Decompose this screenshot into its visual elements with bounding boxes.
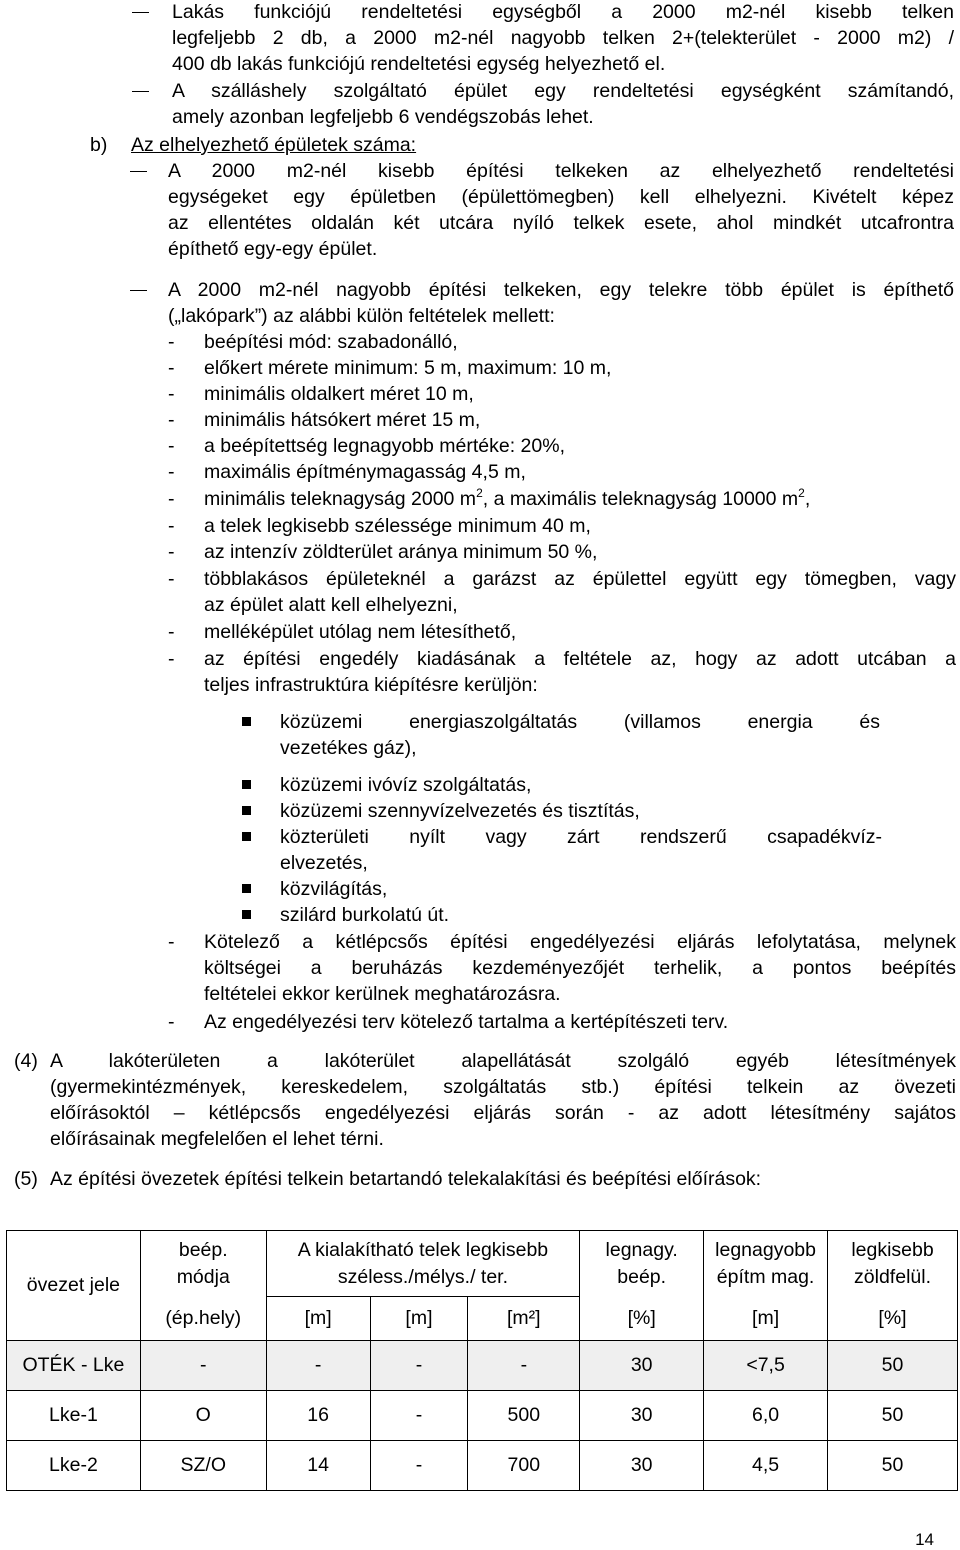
- bullet-line: az ellentétes oldalán két utcára nyíló telkek esete, ahol mindkét utcafrontra: [168, 212, 954, 234]
- infra-item: elvezetés,: [280, 852, 368, 874]
- unit-cell: [%]: [828, 1297, 958, 1341]
- table-cell: SZ/O: [140, 1441, 266, 1491]
- square-bullet: [242, 780, 251, 789]
- hyphen-marker: -: [168, 383, 175, 405]
- table-cell: 500: [468, 1391, 580, 1441]
- bullet-line: A 2000 m2-nél nagyobb építési telkeken, egy telekre több épület is építhető: [168, 279, 954, 301]
- unit-cell: [m]: [266, 1297, 370, 1341]
- table-row: [7, 1441, 958, 1491]
- condition-item: Az engedélyezési terv kötelező tartalma a kertépítészeti terv.: [204, 1011, 729, 1033]
- unit-cell: [m]: [370, 1297, 468, 1341]
- table-cell: -: [370, 1391, 468, 1441]
- condition-item: költségei a beruházás kezdeményezőjét terhelik, a pontos beépítés: [204, 957, 956, 979]
- condition-item: feltételei ekkor kerülnek meghatározásra.: [204, 983, 561, 1005]
- table-cell: OTÉK - Lke: [7, 1341, 141, 1391]
- paragraph-line: (gyermekintézmények, kereskedelem, szolgáltatás stb.) építési telkein az övezeti: [50, 1076, 956, 1098]
- hyphen-marker: -: [168, 461, 175, 483]
- square-bullet: [242, 910, 251, 919]
- square-bullet: [242, 884, 251, 893]
- section-marker: b): [90, 134, 108, 156]
- condition-item: többlakásos épületeknél a garázst az épülettel együtt egy tömegben, vagy: [204, 568, 956, 590]
- condition-item: a beépítettség legnagyobb mértéke: 20%,: [204, 435, 565, 457]
- table-cell: -: [468, 1341, 580, 1391]
- condition-item: előkert mérete minimum: 5 m, maximum: 10 m,: [204, 357, 612, 379]
- table-cell: Lke-1: [7, 1391, 141, 1441]
- paragraph-line: A lakóterületen a lakóterület alapellátását szolgáló egyéb létesítmények: [50, 1050, 956, 1072]
- table-cell: 14: [266, 1441, 370, 1491]
- square-bullet: [242, 717, 251, 726]
- table-cell: 50: [828, 1391, 958, 1441]
- table-cell: 50: [828, 1441, 958, 1491]
- infra-item: közvilágítás,: [280, 878, 388, 900]
- infra-item: közterületi nyílt vagy zárt rendszerű csapadékvíz-: [280, 826, 882, 848]
- bullet-line: A szálláshely szolgáltató épület egy rendeltetési egységként számítandó,: [172, 80, 954, 102]
- bullet-line: legfeljebb 2 db, a 2000 m2-nél nagyobb telken 2+(telekterület - 2000 m2) /: [172, 27, 954, 49]
- unit-cell: [m²]: [468, 1297, 580, 1341]
- condition-item: az épület alatt kell elhelyezni,: [204, 594, 458, 616]
- dash-bullet: [130, 171, 147, 172]
- hyphen-marker: -: [168, 931, 175, 953]
- hyphen-marker: -: [168, 568, 175, 590]
- condition-item: teljes infrastruktúra kiépítésre kerüljön:: [204, 674, 538, 696]
- condition-item: Kötelező a kétlépcsős építési engedélyezési eljárás lefolytatása, melynek: [204, 931, 956, 953]
- infra-item: szilárd burkolatú út.: [280, 904, 450, 926]
- hyphen-marker: -: [168, 409, 175, 431]
- telek-text: ,: [804, 488, 811, 510]
- bullet-line: („lakópark”) az alábbi külön feltételek mellett:: [168, 305, 555, 327]
- header-coverage: legnagy. beép.: [580, 1231, 704, 1297]
- unit-cell: (ép.hely): [140, 1297, 266, 1341]
- hyphen-marker: -: [168, 357, 175, 379]
- table-row: [7, 1341, 958, 1391]
- table-cell: O: [140, 1391, 266, 1441]
- table-cell: 50: [828, 1341, 958, 1391]
- square-bullet: [242, 832, 251, 841]
- header-mode: beép. módja: [140, 1231, 266, 1297]
- header-green: legkisebb zöldfelül.: [828, 1231, 958, 1297]
- bullet-line: Lakás funkciójú rendeltetési egységből a 2000 m2-nél kisebb telken: [172, 1, 954, 23]
- hyphen-marker: -: [168, 541, 175, 563]
- dash-bullet: [130, 290, 147, 291]
- bullet-line: egységeket egy épületben (épülettömegben) kell elhelyezni. Kivételt képez: [168, 186, 954, 208]
- condition-item: minimális hátsókert méret 15 m,: [204, 409, 481, 431]
- infra-item: közüzemi szennyvízelvezetés és tisztítás,: [280, 800, 640, 822]
- hyphen-marker: -: [168, 621, 175, 643]
- square-bullet: [242, 806, 251, 815]
- header-plot: A kialakítható telek legkisebb széless./mélys./ ter.: [266, 1231, 580, 1297]
- header-zone: övezet jele: [7, 1231, 141, 1341]
- paragraph-line: Az építési övezetek építési telkein betartandó telekalakítási és beépítési előírások:: [50, 1168, 762, 1190]
- infra-item: közüzemi ivóvíz szolgáltatás,: [280, 774, 532, 796]
- condition-item: beépítési mód: szabadonálló,: [204, 331, 458, 353]
- dash-bullet: [132, 12, 149, 13]
- hyphen-marker: -: [168, 488, 175, 510]
- infra-item: vezetékes gáz),: [280, 737, 417, 759]
- hyphen-marker: -: [168, 331, 175, 353]
- hyphen-marker: -: [168, 1011, 175, 1033]
- unit-cell: [%]: [580, 1297, 704, 1341]
- table-cell: 6,0: [704, 1391, 828, 1441]
- table-cell: 30: [580, 1441, 704, 1491]
- table-cell: -: [370, 1341, 468, 1391]
- table-cell: 4,5: [704, 1441, 828, 1491]
- hyphen-marker: -: [168, 648, 175, 670]
- bullet-line: A 2000 m2-nél kisebb építési telkeken az elhelyezhető rendeltetési: [168, 160, 954, 182]
- condition-item: melléképület utólag nem létesíthető,: [204, 621, 517, 643]
- table-row: [7, 1391, 958, 1441]
- condition-item: az építési engedély kiadásának a feltétele az, hogy az adott utcában a: [204, 648, 956, 670]
- hyphen-marker: -: [168, 515, 175, 537]
- telek-sup: 2: [798, 486, 805, 500]
- table-cell: -: [266, 1341, 370, 1391]
- condition-item: minimális oldalkert méret 10 m,: [204, 383, 474, 405]
- condition-item: a telek legkisebb szélessége minimum 40 m,: [204, 515, 591, 537]
- table-cell: <7,5: [704, 1341, 828, 1391]
- paragraph-marker: (4): [14, 1050, 38, 1072]
- condition-item: maximális építménymagasság 4,5 m,: [204, 461, 526, 483]
- paragraph-line: előírásainak megfelelően el lehet térni.: [50, 1128, 384, 1150]
- table-cell: -: [370, 1441, 468, 1491]
- bullet-line: építhető egy-egy épület.: [168, 238, 378, 260]
- condition-item-teleknagysag: [204, 487, 810, 511]
- table-cell: 16: [266, 1391, 370, 1441]
- paragraph-line: előírásoktól – kétlépcsős engedélyezési eljárás során - az adott létesítmény sajátos: [50, 1102, 956, 1124]
- unit-cell: [m]: [704, 1297, 828, 1341]
- bullet-line: 400 db lakás funkciójú rendeltetési egység helyezhető el.: [172, 53, 666, 75]
- section-heading: Az elhelyezhető épületek száma:: [131, 134, 417, 156]
- table-cell: 30: [580, 1391, 704, 1441]
- table-cell: 700: [468, 1441, 580, 1491]
- hyphen-marker: -: [168, 435, 175, 457]
- bullet-line: amely azonban legfeljebb 6 vendégszobás lehet.: [172, 106, 594, 128]
- table-cell: 30: [580, 1341, 704, 1391]
- condition-item: az intenzív zöldterület aránya minimum 50 %,: [204, 541, 598, 563]
- telek-text: minimális teleknagyság 2000 m: [204, 488, 477, 510]
- page-number: 14: [915, 1530, 934, 1549]
- telek-sup: 2: [476, 486, 483, 500]
- paragraph-marker: (5): [14, 1168, 38, 1190]
- table-cell: Lke-2: [7, 1441, 141, 1491]
- infra-item: közüzemi energiaszolgáltatás (villamos energia és: [280, 711, 880, 733]
- zoning-table: [6, 1230, 958, 1491]
- header-height: legnagyobb építm mag.: [704, 1231, 828, 1297]
- table-cell: -: [140, 1341, 266, 1391]
- dash-bullet: [132, 91, 149, 92]
- telek-text: , a maximális teleknagyság 10000 m: [482, 488, 799, 510]
